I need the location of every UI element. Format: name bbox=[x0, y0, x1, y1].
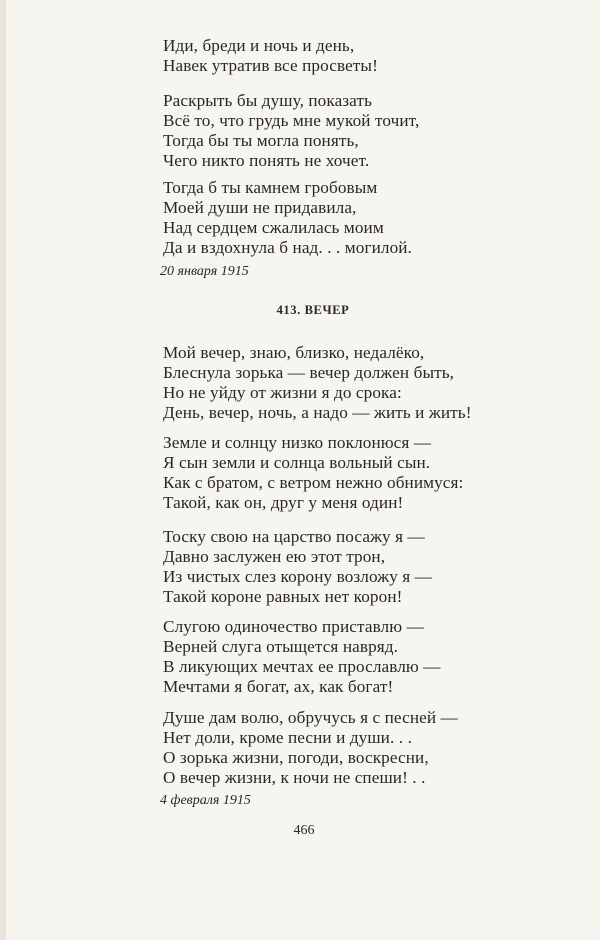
poem-date: 4 февраля 1915 bbox=[160, 793, 251, 808]
verse-line: Из чистых слез корону возложу я — bbox=[163, 567, 432, 586]
verse-line: Раскрыть бы душу, показать bbox=[163, 91, 373, 110]
verse-line: Верней слуга отыщется навряд. bbox=[163, 637, 399, 656]
verse-line: Иди, бреди и ночь и день, bbox=[163, 36, 355, 55]
verse-line: Земле и солнцу низко поклонюся — bbox=[163, 433, 432, 452]
verse-line: Я сын земли и солнца вольный сын. bbox=[163, 453, 431, 472]
verse-line: Слугою одиночество приставлю — bbox=[163, 617, 424, 636]
verse-line: Всё то, что грудь мне мукой точит, bbox=[163, 111, 420, 130]
verse-line: Навек утратив все просветы! bbox=[163, 56, 378, 75]
verse-line: Да и вздохнула б над. . . могилой. bbox=[163, 238, 412, 257]
verse-line: Такой короне равных нет корон! bbox=[163, 587, 403, 606]
stanza bbox=[163, 433, 583, 513]
verse-line: Но не уйду от жизни я до срока: bbox=[163, 383, 402, 402]
verse-line: Блеснула зорька — вечер должен быть, bbox=[163, 363, 455, 382]
verse-line: Как с братом, с ветром нежно обнимуся: bbox=[163, 473, 464, 492]
verse-line: О вечер жизни, к ночи не спеши! . . bbox=[163, 768, 426, 787]
verse-line: Чего никто понять не хочет. bbox=[163, 151, 370, 170]
page-number: 466 bbox=[293, 823, 315, 838]
verse-line: Над сердцем сжалилась моим bbox=[163, 218, 384, 237]
stanza bbox=[163, 617, 583, 697]
verse-line: Нет доли, кроме песни и души. . . bbox=[163, 728, 412, 747]
verse-line: Тогда бы ты могла понять, bbox=[163, 131, 359, 150]
stanza bbox=[163, 708, 583, 788]
verse-line: В ликующих мечтах ее прославлю — bbox=[163, 657, 441, 676]
verse-line: Такой, как он, друг у меня один! bbox=[163, 493, 404, 512]
verse-line: Душе дам волю, обручусь я с песней — bbox=[163, 708, 458, 727]
verse-line: Тоску свою на царство посажу я — bbox=[163, 527, 425, 546]
poem-date: 20 января 1915 bbox=[160, 264, 249, 279]
stanza bbox=[163, 527, 583, 607]
stanza bbox=[163, 91, 583, 171]
verse-line: Тогда б ты камнем гробовым bbox=[163, 178, 378, 197]
stanza bbox=[163, 343, 583, 423]
verse-line: День, вечер, ночь, а надо — жить и жить! bbox=[163, 403, 472, 422]
poem-title-text: 413. ВЕЧЕР bbox=[276, 303, 350, 317]
stanza bbox=[163, 178, 583, 258]
poem-title bbox=[0, 303, 600, 318]
verse-line: Моей души не придавила, bbox=[163, 198, 357, 217]
verse-line: Давно заслужен ею этот трон, bbox=[163, 547, 386, 566]
page-gutter bbox=[0, 0, 6, 940]
verse-line: Мой вечер, знаю, близко, недалёко, bbox=[163, 343, 425, 362]
verse-line: О зорька жизни, погоди, воскресни, bbox=[163, 748, 429, 767]
stanza bbox=[163, 36, 583, 76]
verse-line: Мечтами я богат, ах, как богат! bbox=[163, 677, 394, 696]
